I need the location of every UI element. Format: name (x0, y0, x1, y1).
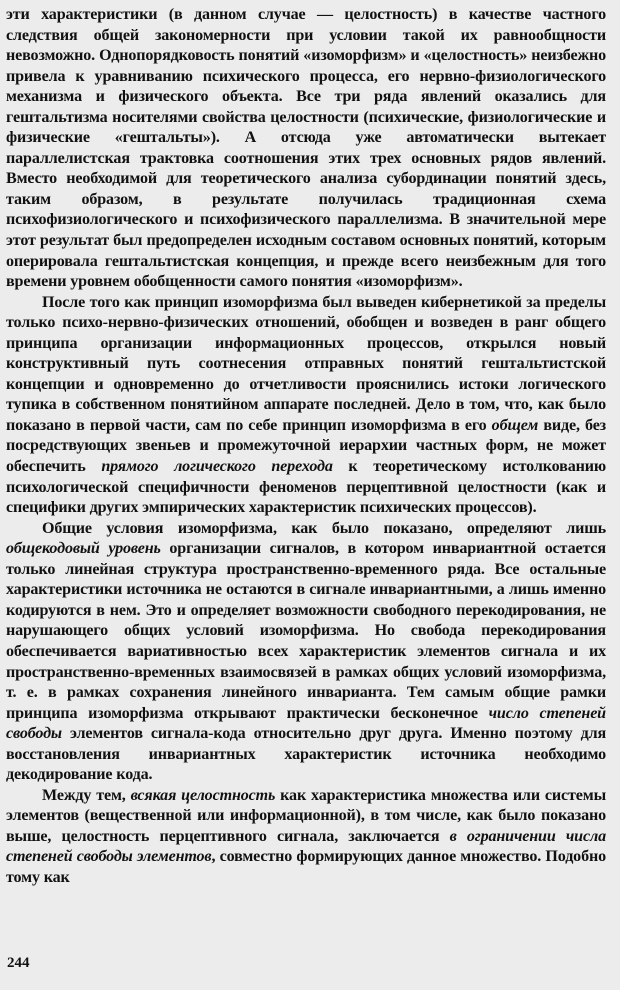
italic-phrase: в ограничении числа степеней свободы элементов (6, 827, 606, 866)
italic-phrase: всякая целостность (130, 786, 276, 804)
paragraph (6, 5, 606, 293)
text-run: эти характеристики (в данном случае — целостность) в качестве частного следствия общей закономерности при условии такой их равнообщности невозможно. Однопорядковость понятий «изоморфизм» и «целостность» неизбежно привела к уравниванию психического процесса, его нервно-физиологического механизма и физического объекта. Все три ряда явлений оказались для гештальтизма носителями свойства целостности (психические, физиологические и физические «гештальты»). А отсюда уже автоматически вытекает параллелистская трактовка соотношения этих трех основных рядов явлений. Вместо необходимой для теоретического анализа субординации понятий здесь, таким образом, в результате получилась традиционная схема психофизиологического и психофизического параллелизма. В значительной мере этот результат был предопределен исходным составом основных понятий, которым оперировала гештальтистская концепция, и прежде всего неизбежным для того времени уровнем обобщенности самого понятия «изоморфизм». (6, 6, 606, 291)
italic-phrase: число степеней свободы (6, 704, 606, 743)
text-run: виде, без посредствующих звеньев и промежуточной иерархии частных форм, не может обеспечить (6, 416, 606, 476)
text-run: к теоретическому истолкованию психологической специфичности феноменов перцептивной целостности (как и специфики других эмпирических характеристик психических процессов). (6, 458, 606, 517)
page-number: 244 (7, 955, 30, 971)
italic-phrase: прямого логического перехода (101, 458, 333, 476)
paragraph (6, 519, 606, 786)
text-run: Между тем, (42, 786, 131, 804)
paragraph (6, 293, 606, 519)
text-run: , совместно формирующих данное множество. Подобно тому как (6, 848, 606, 886)
text-run: Общие условия изоморфизма, как было показано, определяют лишь (42, 519, 606, 537)
italic-phrase: общем (491, 416, 539, 434)
text-run: как характеристика множества или системы элементов (вещественной или информационной), в том числе, как было показано выше, целостность перцептивного сигнала, заключается (6, 786, 606, 845)
text-run: После того как принцип изоморфизма был выведен кибернетикой за пределы только психо-нервно-физических отношений, обобщен и возведен в ранг общего принципа организации информационных процессов, открылся новый конструктивный путь соотнесения отправных понятий гештальтистской концепции и одновременно до отчетливости прояснились истоки логического тупика в собственном понятийном аппарате последней. Дело в том, что, как было показано в первой части, сам по себе принцип изоморфизма в его (6, 293, 606, 434)
text-run: элементов сигнала-кода относительно друг друга. Именно поэтому для восстановления инвариантных характеристик источника необходимо декодирование кода. (6, 725, 606, 784)
body-text (6, 5, 606, 889)
text-run: организации сигналов, в котором инвариантной остается только линейная структура пространственно-временного ряда. Все остальные характеристики источника не остаются в сигнале инвариантными, а лишь именно кодируются в нем. Это и определяет возможности свободного перекодирования, не нарушающего общих условий изоморфизма. Но свобода перекодирования обеспечивается вариативностью всех характеристик элементов сигнала и их пространственно-временных взаимосвязей в рамках общих условий изоморфизма, т. е. в рамках сохранения линейного инварианта. Тем самым общие рамки принципа изоморфизма открывают практически бесконечное (6, 540, 606, 722)
paragraph (6, 786, 606, 889)
italic-phrase: общекодовый уровень (6, 540, 161, 558)
